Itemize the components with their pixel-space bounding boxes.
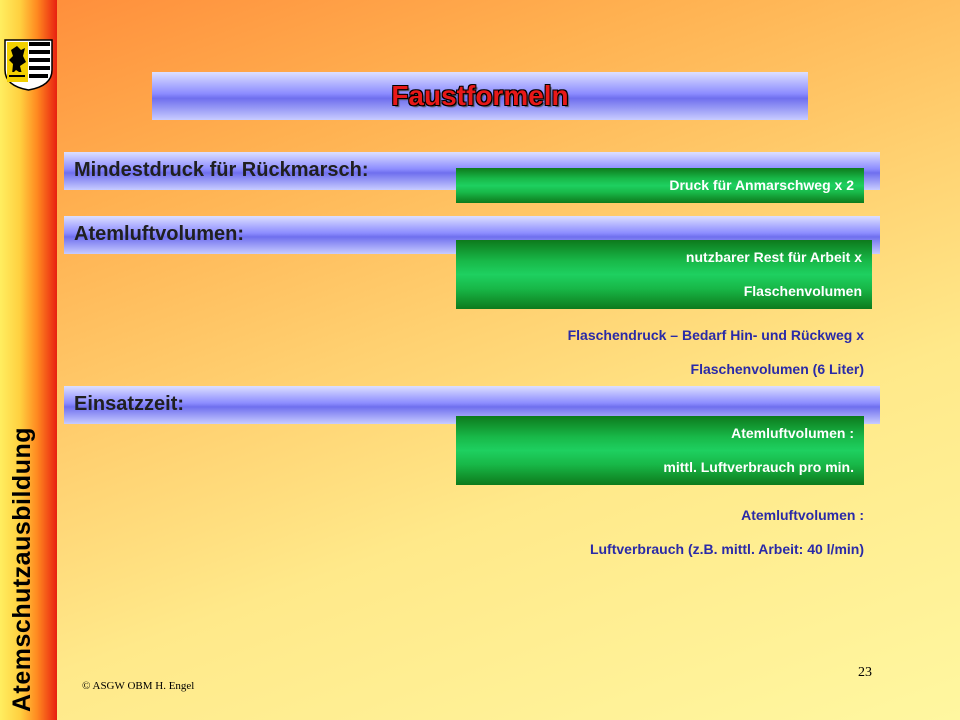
page-title: Faustformeln: [391, 80, 569, 111]
formula-line: mittl. Luftverbrauch pro min.: [663, 459, 854, 475]
section-label: Einsatzzeit:: [74, 393, 185, 415]
sidebar-label: Atemschutzausbildung: [8, 426, 36, 712]
detail-line: Flaschendruck – Bedarf Hin- und Rückweg x: [567, 327, 864, 343]
formula-box-einsatzzeit: [456, 416, 864, 485]
detail-line: Flaschenvolumen (6 Liter): [690, 361, 864, 377]
formula-line: Druck für Anmarschweg x 2: [669, 177, 854, 193]
coat-of-arms-icon: [1, 36, 56, 92]
title-bar: [152, 72, 808, 120]
formula-line: Atemluftvolumen :: [731, 425, 854, 441]
formula-box-mindestdruck: [456, 168, 864, 203]
copyright-text: © ASGW OBM H. Engel: [82, 680, 195, 692]
detail-line: Luftverbrauch (z.B. mittl. Arbeit: 40 l/min): [589, 541, 864, 557]
sidebar: [0, 0, 57, 720]
detail-line: Atemluftvolumen :: [741, 507, 864, 523]
formula-box-atemluftvolumen: [456, 240, 872, 309]
formula-line: Flaschenvolumen: [743, 283, 862, 299]
detail-einsatzzeit: [430, 498, 864, 566]
section-label: Mindestdruck für Rückmarsch:: [74, 159, 369, 181]
formula-line: nutzbarer Rest für Arbeit x: [685, 249, 862, 265]
detail-atemluftvolumen: [430, 318, 864, 386]
page-number: 23: [858, 665, 872, 680]
section-label: Atemluftvolumen:: [74, 223, 244, 245]
